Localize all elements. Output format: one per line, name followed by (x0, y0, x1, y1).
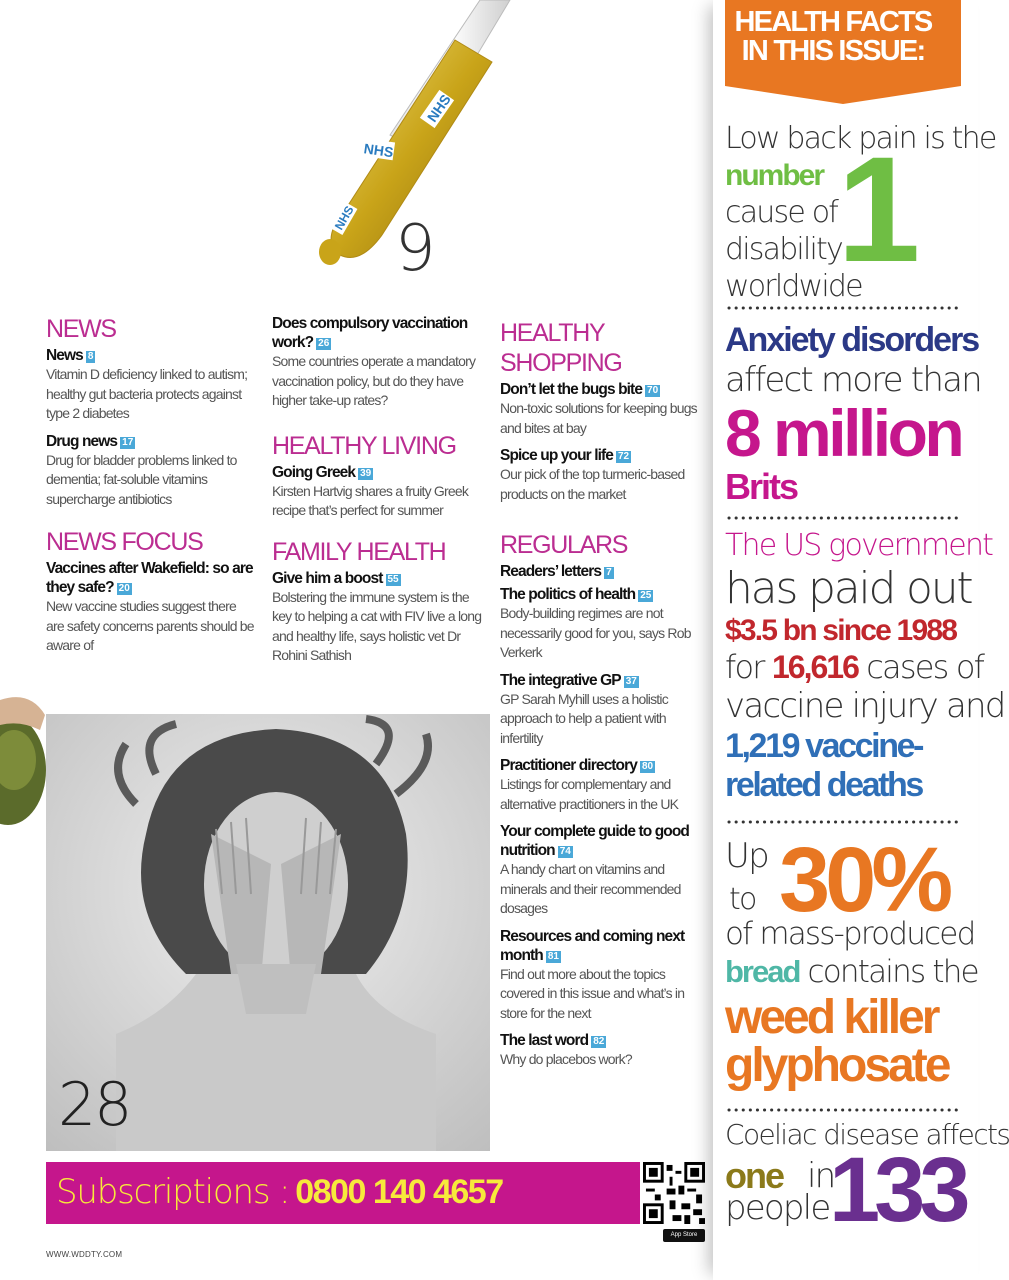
page-number-badge: 37 (625, 675, 637, 687)
contents-item[interactable] (500, 822, 710, 919)
item-title: Spice up your life (500, 447, 613, 464)
item-description: Why do placebos work? (500, 1051, 632, 1067)
item-title: The integrative GP (500, 671, 621, 689)
fact-text: worldwide (725, 269, 862, 304)
fact-glyphosate (725, 829, 978, 1110)
contents-item[interactable] (500, 585, 710, 663)
item-title: Vaccines after Wakefield: so are they safe? (46, 560, 253, 596)
fact-highlight: 8 million (725, 396, 962, 470)
subscriptions-bar[interactable] (46, 1162, 640, 1224)
item-description: Find out more about the topics covered in this issue and what’s in store for the next (500, 965, 685, 1021)
fact-highlight: 16,616 (771, 649, 858, 685)
page-number-badge: 8 (87, 351, 94, 362)
fact-text: for (725, 648, 764, 686)
item-title: Does compulsory vaccination work? (272, 315, 468, 351)
fact-highlight: one (725, 1155, 784, 1196)
contents-item[interactable] (500, 446, 710, 504)
subscriptions-label: Subscriptions : (56, 1172, 290, 1212)
fact-text: Low back pain is the (725, 121, 996, 156)
contents-column-1 (46, 314, 256, 664)
item-title: Practitioner directory (500, 757, 637, 774)
fact-text: in (807, 1156, 835, 1196)
item-title: The politics of health (500, 586, 636, 603)
page-number-badge: 17 (122, 436, 134, 448)
fact-text: of mass-produced (725, 916, 975, 952)
item-title: News (46, 347, 83, 364)
fact-highlight: bread (725, 954, 800, 989)
page-number-badge: 80 (641, 761, 654, 772)
fact-highlight: Anxiety disorders (725, 321, 979, 359)
item-title: Your complete guide to good nutrition (500, 823, 689, 859)
fact-highlight: Brits (725, 466, 798, 507)
fact-text: cases of (866, 648, 984, 686)
nhs-label: NHS (331, 203, 357, 233)
item-description: New vaccine studies suggest there are safety concerns parents should be aware of (46, 598, 254, 653)
page-number-badge: 39 (360, 467, 372, 479)
item-title: Readers’ letters (500, 563, 602, 580)
fact-text: has paid out (725, 563, 972, 614)
contents-item[interactable] (500, 1031, 710, 1070)
contents-item[interactable] (46, 432, 256, 510)
nhs-label: NHS (423, 91, 454, 125)
contents-item[interactable] (500, 756, 710, 814)
contents-item[interactable] (46, 559, 256, 656)
item-description: Non-toxic solutions for keeping bugs and bites at bay (500, 400, 697, 436)
dotted-divider (727, 820, 963, 824)
fact-highlight: weed killer (725, 991, 938, 1044)
contents-item[interactable] (272, 463, 484, 521)
section-heading: NEWS (46, 315, 116, 343)
fact-text: people (725, 1188, 830, 1228)
fact-highlight: $3.5 bn since 1988 (725, 614, 957, 647)
fact-highlight: number (725, 159, 824, 192)
page-number-badge: 7 (606, 567, 612, 578)
health-facts-sidebar (713, 0, 1009, 1280)
contents-item[interactable] (46, 346, 256, 424)
item-title: Drug news (46, 432, 118, 450)
page-number-badge: 74 (559, 846, 571, 857)
page-number-badge: 26 (318, 338, 330, 349)
item-description: Our pick of the top turmeric-based products on the market (500, 466, 685, 502)
item-description: Kirsten Hartvig shares a fruity Greek recipe that’s perfect for summer (272, 482, 469, 518)
section-heading: HEALTHY SHOPPING (500, 319, 622, 377)
section-heading: HEALTHY LIVING (272, 431, 456, 460)
item-description: Bolstering the immune system is the key to helping a cat with FIV live a long and healthy life, says holistic vet Dr Rohini Sathish (272, 588, 482, 663)
item-description: Drug for bladder problems linked to dementia; fat-soluble vitamins supercharge antibiotics (46, 451, 237, 507)
fact-text: Coeliac disease affects (725, 1118, 1009, 1151)
page-ref-number: 9 (395, 212, 436, 286)
page-number-badge: 55 (387, 573, 399, 585)
fact-highlight: 1,219 vaccine- (725, 727, 923, 765)
section-heading: NEWS FOCUS (46, 528, 203, 556)
item-description: A handy chart on vitamins and minerals and their recommended dosages (500, 861, 681, 916)
page-number-badge: 25 (640, 590, 652, 601)
page-number-badge: 81 (547, 950, 559, 962)
item-description: Body-building regimes are not necessarily good for you, says Rob Verkerk (500, 605, 691, 660)
leaf-image (0, 680, 50, 830)
contents-item[interactable] (500, 927, 710, 1024)
contents-column-3 (500, 318, 710, 1078)
fact-text: affect more than (725, 360, 981, 400)
fact-text: vaccine injury and (725, 686, 1005, 726)
item-title: Don’t let the bugs bite (500, 381, 643, 398)
item-description: GP Sarah Myhill uses a holistic approach to help a patient with infertility (500, 690, 668, 746)
qr-code-icon[interactable] (643, 1162, 705, 1224)
fact-text: contains the (807, 954, 978, 990)
item-description: Listings for complementary and alternative practitioners in the UK (500, 776, 679, 812)
page-number-badge: 20 (118, 583, 130, 594)
item-description: Vitamin D deficiency linked to autism; healthy gut bacteria protects against type 2 diabetes (46, 366, 248, 421)
fact-coeliac (725, 1118, 1009, 1241)
banner-line: IN THIS ISSUE: (741, 35, 925, 67)
dotted-divider (727, 306, 963, 310)
fact-text: to (729, 882, 756, 917)
banner-title (723, 8, 943, 66)
dotted-divider (727, 1108, 963, 1112)
fact-vaccine-injury (725, 528, 1005, 804)
page-ref-number: 28 (58, 1070, 131, 1140)
contents-item[interactable] (272, 569, 484, 666)
fact-text: The US government (725, 528, 993, 563)
section-heading: REGULARS (500, 531, 628, 559)
fact-highlight: related deaths (725, 766, 922, 804)
fact-highlight: glyphosate (725, 1039, 949, 1092)
nhs-label: NHS (362, 140, 395, 161)
page-number-badge: 82 (593, 1036, 605, 1047)
item-title: Going Greek (272, 463, 356, 481)
app-store-badge[interactable]: App Store (663, 1229, 705, 1242)
section-heading: FAMILY HEALTH (272, 537, 446, 566)
big-number: 1 (837, 125, 915, 293)
item-title: Give him a boost (272, 569, 383, 587)
fact-anxiety (725, 320, 981, 508)
fact-text: cause of (725, 195, 838, 230)
item-description: Some countries operate a mandatory vaccination policy, but do they have higher take-up rates? (272, 353, 476, 408)
contents-item[interactable] (500, 671, 710, 749)
item-title: Resources and coming next month (500, 927, 685, 964)
fact-highlight: 133 (829, 1139, 965, 1241)
item-title: The last word (500, 1032, 589, 1049)
contents-item[interactable] (500, 380, 710, 438)
contents-column-2 (272, 314, 484, 674)
subscriptions-phone[interactable]: 0800 140 4657 (295, 1173, 503, 1211)
banner-line: HEALTH FACTS (734, 6, 932, 38)
fact-highlight: 30% (779, 829, 949, 931)
page-number-badge: 70 (647, 385, 659, 396)
fact-text: disability (725, 232, 842, 267)
contents-item[interactable] (272, 314, 484, 411)
footer-website: WWW.WDDTY.COM (46, 1250, 123, 1259)
fact-back-pain (725, 120, 996, 304)
fact-text: Up (725, 836, 768, 876)
contents-item[interactable] (500, 562, 710, 581)
dotted-divider (727, 516, 963, 520)
page-number-badge: 72 (618, 451, 630, 462)
